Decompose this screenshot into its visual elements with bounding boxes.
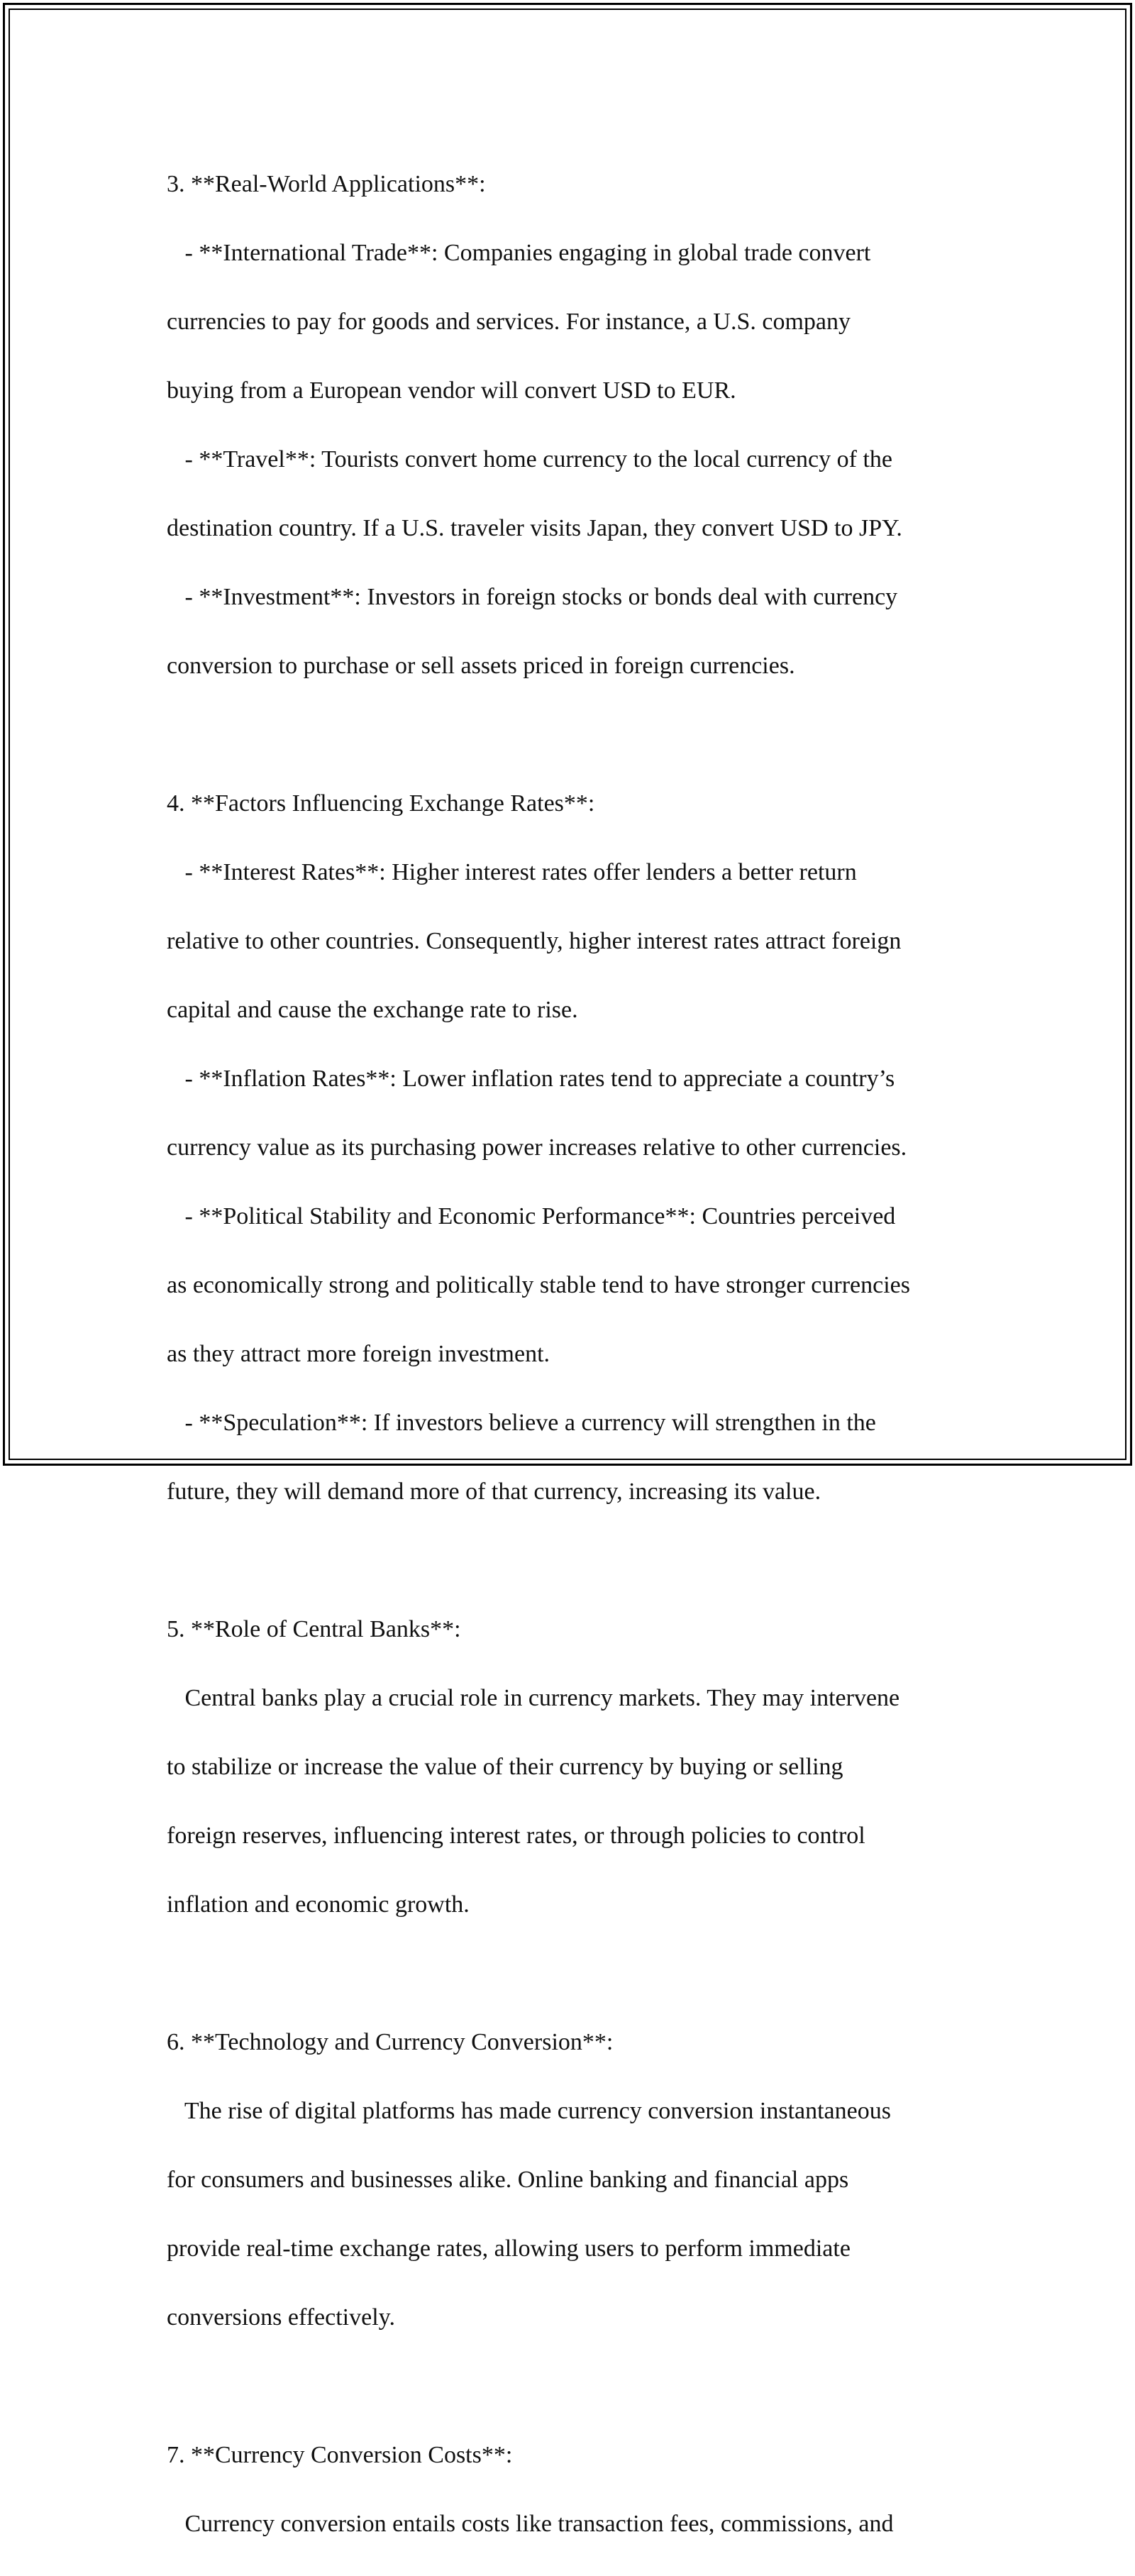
text-line: - **Investment**: Investors in foreign stocks or bonds deal with currency: [167, 583, 898, 610]
text-line: Currency conversion entails costs like transaction fees, commissions, and: [167, 2510, 894, 2537]
text-line: destination country. If a U.S. traveler visits Japan, they convert USD to JPY.: [167, 514, 902, 541]
text-line: - **Speculation**: If investors believe a currency will strengthen in the: [167, 1409, 876, 1436]
text-line: conversions effectively.: [167, 2304, 395, 2331]
text-line: foreign reserves, influencing interest rates, or through policies to control: [167, 1822, 865, 1849]
text-line: future, they will demand more of that currency, increasing its value.: [167, 1478, 821, 1505]
text-line: currencies to pay for goods and services. For instance, a U.S. company: [167, 308, 851, 335]
text-line: [167, 1544, 990, 1579]
text-line: buying from a European vendor will convert USD to EUR.: [167, 377, 736, 404]
text-line: 4. **Factors Influencing Exchange Rates**:: [167, 790, 595, 817]
text-line: to stabilize or increase the value of their currency by buying or selling: [167, 1753, 843, 1780]
text-line: The rise of digital platforms has made currency conversion instantaneous: [167, 2097, 891, 2124]
text-line: currency value as its purchasing power increases relative to other currencies.: [167, 1134, 907, 1161]
document-body: [167, 133, 990, 2576]
text-line: - **Inflation Rates**: Lower inflation rates tend to appreciate a country’s: [167, 1065, 895, 1092]
text-line: - **Travel**: Tourists convert home currency to the local currency of the: [167, 446, 892, 472]
text-line: 6. **Technology and Currency Conversion**:: [167, 2028, 614, 2055]
text-line: Central banks play a crucial role in currency markets. They may intervene: [167, 1684, 900, 1711]
text-line: 3. **Real-World Applications**:: [167, 170, 486, 197]
text-line: [167, 2370, 990, 2404]
text-line: capital and cause the exchange rate to rise.: [167, 996, 578, 1023]
text-line: 7. **Currency Conversion Costs**:: [167, 2441, 513, 2468]
text-line: inflation and economic growth.: [167, 1891, 470, 1918]
text-line: - **Interest Rates**: Higher interest rates offer lenders a better return: [167, 858, 857, 885]
text-line: 5. **Role of Central Banks**:: [167, 1615, 461, 1642]
text-line: - **Political Stability and Economic Performance**: Countries perceived: [167, 1203, 896, 1229]
text-line: [167, 718, 990, 753]
text-line: provide real-time exchange rates, allowing users to perform immediate: [167, 2235, 851, 2262]
text-line: for consumers and businesses alike. Online banking and financial apps: [167, 2166, 849, 2193]
text-line: conversion to purchase or sell assets priced in foreign currencies.: [167, 652, 795, 679]
text-line: relative to other countries. Consequently, higher interest rates attract foreign: [167, 927, 902, 954]
text-line: - **International Trade**: Companies engaging in global trade convert: [167, 239, 871, 266]
text-line: as economically strong and politically stable tend to have stronger currencies: [167, 1271, 910, 1298]
text-line: as they attract more foreign investment.: [167, 1340, 550, 1367]
text-line: [167, 1957, 990, 1991]
